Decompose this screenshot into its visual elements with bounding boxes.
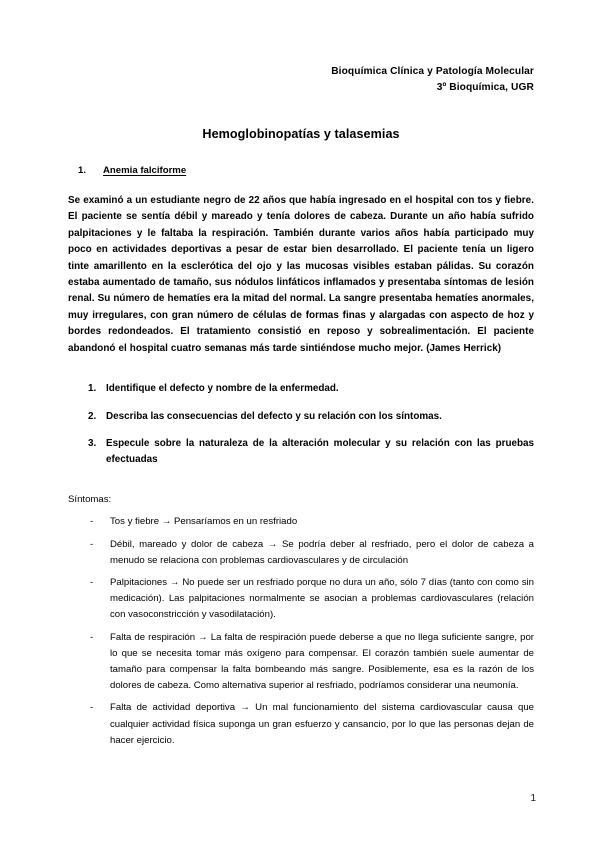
question-number: 3. [88, 438, 97, 450]
question-text: Identifique el defecto y nombre de la enfermedad. [106, 383, 339, 395]
section-heading-anemia-falciforme [68, 164, 534, 178]
bullet-dash-icon: - [90, 702, 94, 714]
list-item [90, 575, 534, 624]
page-number: 1 [530, 793, 536, 804]
page-title: Hemoglobinopatías y talasemias [202, 127, 400, 141]
bullet-dash-icon: - [90, 538, 94, 550]
question-item [88, 409, 534, 425]
section-label: Anemia falciforme [103, 165, 187, 176]
bullet-dash-icon: - [90, 631, 94, 643]
list-item [90, 630, 534, 695]
section-number: 1. [78, 165, 87, 176]
question-item [88, 436, 534, 467]
question-item [88, 381, 534, 397]
symptom-text: Tos y fiebre → Pensaríamos en un resfriado [110, 516, 298, 528]
question-number: 2. [88, 410, 97, 422]
header-degree-line: 3º Bioquímica, UGR [436, 82, 534, 93]
symptom-text: Palpitaciones → No puede ser un resfriado porque no dura un año, sólo 7 días (tanto con como sin medicación). Las palpitaciones normalmente se asocian a problemas cardiovasculares (relación con vasoconstricción y vasodilatación). [110, 577, 534, 621]
list-item [90, 537, 534, 569]
question-text: Describa las consecuencias del defecto y su relación con los síntomas. [106, 410, 442, 422]
question-number: 1. [88, 383, 97, 395]
document-header [68, 64, 534, 96]
symptoms-list [68, 514, 534, 749]
symptom-text: Débil, mareado y dolor de cabeza → Se podría deber al resfriado, pero el dolor de cabeza a menudo se relaciona con problemas cardiovasculares y de circulación [110, 538, 534, 566]
symptom-text: Falta de respiración → La falta de respiración puede deberse a que no llega suficiente sangre, por lo que se necesita tomar más oxígeno para compensar. El corazón también suele aumentar de tamaño para compensar la falta bombeando más sangre. Posiblemente, esa es la razón de los dolores de cabeza. Como alternativa superior al resfriado, podríamos considerar una neumonía. [110, 631, 534, 692]
bullet-dash-icon: - [90, 577, 94, 589]
questions-list [68, 381, 534, 467]
question-text: Especule sobre la naturaleza de la alteración molecular y su relación con las pruebas efectuadas [106, 438, 534, 465]
symptoms-heading: Síntomas: [68, 494, 112, 506]
header-course-line: Bioquímica Clínica y Patología Molecular [331, 66, 534, 77]
document-content [68, 0, 534, 755]
bullet-dash-icon: - [90, 516, 94, 528]
symptom-text: Falta de actividad deportiva → Un mal funcionamiento del sistema cardiovascular causa que cualquier actividad física suponga un gran esfuerzo y cansancio, por lo que las personas dejan de hacer ejercicio. [110, 702, 534, 746]
list-item [90, 514, 534, 530]
list-item [90, 700, 534, 749]
clinical-case-paragraph: Se examinó a un estudiante negro de 22 años que había ingresado en el hospital con tos y fiebre. El paciente se sentía débil y mareado y tenía dolores de cabeza. Durante un año había sufrido palpitaciones y le faltaba la respiración. También durante varios años había participado muy poco en actividades deportivas a pesar de estar bien desarrollado. El paciente tenía un ligero tinte amarillento en la esclerótica del ojo y las mucosas visibles estaban pálidas. Su corazón estaba aumentado de tamaño, sus nódulos linfáticos inflamados y presentaba síntomas de lesión renal. Su número de hematíes era la mitad del normal. La sangre presentaba hematíes anormales, muy irregulares, con gran número de células de formas finas y alargadas con aspecto de hoz y bordes redondeados. El tratamiento consistió en reposo y sobrealimentación. El paciente abandonó el hospital cuatro semanas más tarde sintiéndose mucho mejor. (James Herrick) [68, 195, 534, 354]
